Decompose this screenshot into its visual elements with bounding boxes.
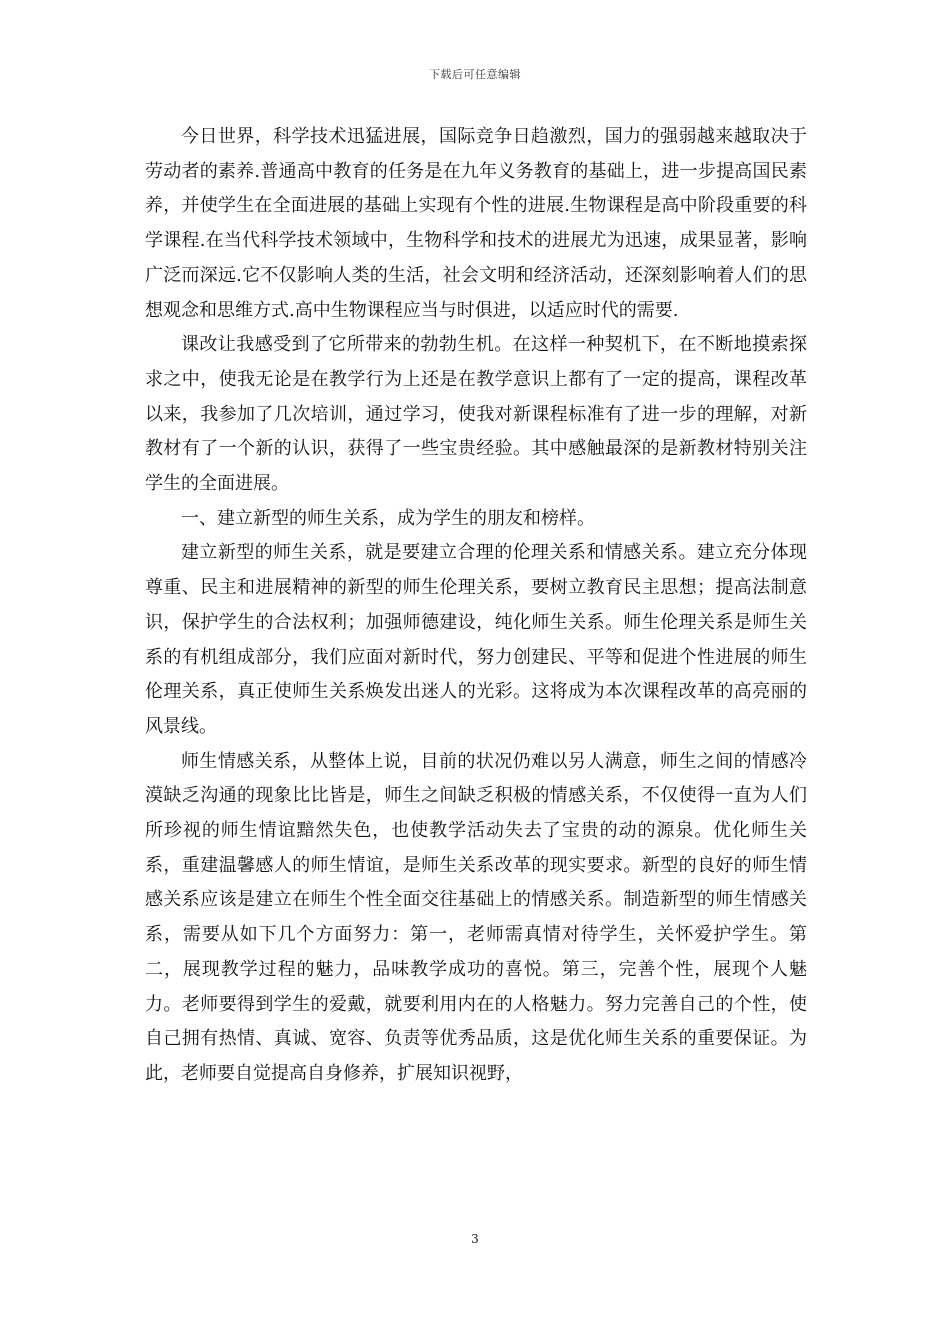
document-body [145, 120, 807, 1092]
paragraph-emotional-relationship: 师生情感关系，从整体上说，目前的状况仍难以另人满意，师生之间的情感冷漠缺乏沟通的现象比比皆是，师生之间缺乏积极的情感关系，不仅使得一直为人们所珍视的师生情谊黯然失色，也使教学活动失去了宝贵的动的源泉。优化师生关系，重建温馨感人的师生情谊，是师生关系改革的现实要求。新型的良好的师生情感关系应该是建立在师生个性全面交往基础上的情感关系。制造新型的师生情感关系，需要从如下几个方面努力：第一，老师需真情对待学生，关怀爱护学生。第二，展现教学过程的魅力，品味教学成功的喜悦。第三，完善个性，展现个人魅力。老师要得到学生的爱戴，就要利用内在的人格魅力。努力完善自己的个性，使自己拥有热情、真诚、宽容、负责等优秀品质，这是优化师生关系的重要保证。为此，老师要自觉提高自身修养，扩展知识视野， [145, 750, 807, 1084]
paragraph-ethics-relationship: 建立新型的师生关系，就是要建立合理的伦理关系和情感关系。建立充分体现尊重、民主和进展精神的新型的师生伦理关系，要树立教育民主思想；提高法制意识，保护学生的合法权利；加强师德建设，纯化师生关系。师生伦理关系是师生关系的有机组成部分，我们应面对新时代，努力创建民、平等和促进个性进展的师生伦理关系，真正使师生关系焕发出迷人的光彩。这将成为本次课程改革的高亮丽的风景线。 [145, 542, 807, 737]
paragraph-intro: 今日世界，科学技术迅猛进展，国际竞争日趋激烈，国力的强弱越来越取决于劳动者的素养.普通高中教育的任务是在九年义务教育的基础上，进一步提高国民素养，并使学生在全面进展的基础上实现有个性的进展.生物课程是高中阶段重要的科学课程.在当代科学技术领域中，生物科学和技术的进展尤为迅速，成果显著，影响广泛而深远.它不仅影响人类的生活，社会文明和经济活动，还深刻影响着人们的思想观念和思维方式.高中生物课程应当与时俱进，以适应时代的需要. [145, 126, 807, 321]
paragraph-reform: 课改让我感受到了它所带来的勃勃生机。在这样一种契机下，在不断地摸索探求之中，使我无论是在教学行为上还是在教学意识上都有了一定的提高，课程改革以来，我参加了几次培训，通过学习，使我对新课程标准有了进一步的理解，对新教材有了一个新的认识，获得了一些宝贵经验。其中感触最深的是新教材特别关注学生的全面进展。 [145, 334, 807, 495]
page-number: 3 [471, 1232, 479, 1246]
page-header: 下载后可任意编辑 [429, 68, 521, 81]
section-heading-1: 一、建立新型的师生关系，成为学生的朋友和榜样。 [181, 507, 595, 529]
